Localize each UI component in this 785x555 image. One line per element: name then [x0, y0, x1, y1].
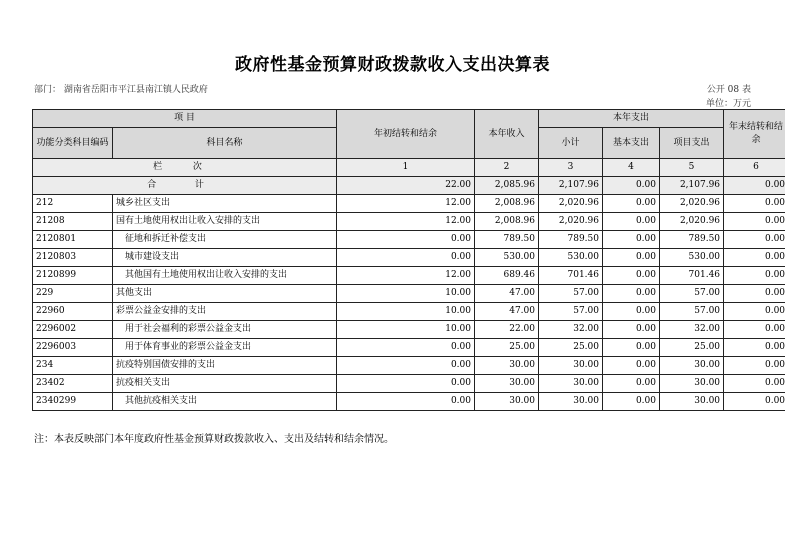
department-label: 部门： 湖南省岳阳市平江县南江镇人民政府 [34, 85, 208, 95]
header-func-code: 功能分类科目编码 [33, 128, 113, 159]
row-value: 2,020.96 [660, 195, 724, 213]
table-row [33, 393, 785, 411]
header-row-1 [33, 110, 785, 128]
row-value: 57.00 [539, 303, 603, 321]
row-value: 0.00 [724, 375, 785, 393]
total-value: 0.00 [603, 177, 660, 195]
row-value: 789.50 [660, 231, 724, 249]
row-name: 彩票公益金安排的支出 [113, 303, 337, 321]
row-value: 30.00 [660, 393, 724, 411]
row-value: 0.00 [724, 195, 785, 213]
header-item: 项 目 [33, 110, 337, 128]
row-value: 0.00 [724, 213, 785, 231]
budget-table [32, 109, 785, 411]
row-value: 47.00 [475, 285, 539, 303]
column-row-label: 栏 次 [33, 159, 337, 177]
row-name: 用于体育事业的彩票公益金支出 [113, 339, 337, 357]
row-name: 城市建设支出 [113, 249, 337, 267]
row-value: 25.00 [539, 339, 603, 357]
row-code: 2120803 [33, 249, 113, 267]
row-value: 0.00 [337, 393, 475, 411]
row-value: 0.00 [603, 285, 660, 303]
row-value: 10.00 [337, 303, 475, 321]
column-num: 5 [660, 159, 724, 177]
row-value: 0.00 [603, 267, 660, 285]
row-value: 30.00 [475, 357, 539, 375]
row-code: 212 [33, 195, 113, 213]
row-value: 0.00 [603, 195, 660, 213]
row-value: 10.00 [337, 321, 475, 339]
row-code: 234 [33, 357, 113, 375]
row-value: 2,020.96 [539, 213, 603, 231]
header-expenditure: 本年支出 [539, 110, 724, 128]
row-value: 0.00 [337, 375, 475, 393]
row-value: 530.00 [539, 249, 603, 267]
row-code: 2120801 [33, 231, 113, 249]
table-row [33, 375, 785, 393]
row-value: 0.00 [724, 267, 785, 285]
row-value: 57.00 [660, 285, 724, 303]
total-label: 合 计 [33, 177, 337, 195]
row-value: 10.00 [337, 285, 475, 303]
row-value: 0.00 [337, 339, 475, 357]
row-value: 701.46 [539, 267, 603, 285]
row-value: 701.46 [660, 267, 724, 285]
row-value: 2,020.96 [660, 213, 724, 231]
column-number-row [33, 159, 785, 177]
row-name: 国有土地使用权出让收入安排的支出 [113, 213, 337, 231]
row-name: 其他抗疫相关支出 [113, 393, 337, 411]
row-value: 30.00 [539, 393, 603, 411]
row-code: 22960 [33, 303, 113, 321]
row-value: 57.00 [660, 303, 724, 321]
page-title: 政府性基金预算财政拨款收入支出决算表 [235, 55, 550, 75]
row-value: 25.00 [475, 339, 539, 357]
footnote: 注：本表反映部门本年度政府性基金预算财政拨款收入、支出及结转和结余情况。 [34, 434, 394, 445]
row-value: 0.00 [724, 357, 785, 375]
row-value: 689.46 [475, 267, 539, 285]
total-row [33, 177, 785, 195]
row-value: 0.00 [724, 321, 785, 339]
row-value: 2,008.96 [475, 195, 539, 213]
column-num: 2 [475, 159, 539, 177]
column-num: 3 [539, 159, 603, 177]
row-value: 789.50 [475, 231, 539, 249]
row-value: 0.00 [337, 357, 475, 375]
row-code: 23402 [33, 375, 113, 393]
row-value: 30.00 [539, 375, 603, 393]
table-row [33, 231, 785, 249]
row-value: 530.00 [475, 249, 539, 267]
row-value: 0.00 [337, 231, 475, 249]
table-row [33, 267, 785, 285]
row-name: 城乡社区支出 [113, 195, 337, 213]
row-code: 2340299 [33, 393, 113, 411]
row-value: 22.00 [475, 321, 539, 339]
row-value: 32.00 [539, 321, 603, 339]
row-value: 12.00 [337, 267, 475, 285]
row-value: 0.00 [724, 303, 785, 321]
total-value: 2,107.96 [539, 177, 603, 195]
row-value: 0.00 [603, 303, 660, 321]
table-row [33, 213, 785, 231]
table-row [33, 249, 785, 267]
row-value: 0.00 [603, 375, 660, 393]
row-value: 0.00 [724, 231, 785, 249]
row-value: 789.50 [539, 231, 603, 249]
row-value: 0.00 [603, 321, 660, 339]
row-value: 0.00 [603, 213, 660, 231]
header-project: 项目支出 [660, 128, 724, 159]
row-value: 0.00 [337, 249, 475, 267]
row-value: 2,020.96 [539, 195, 603, 213]
row-value: 0.00 [724, 339, 785, 357]
row-value: 30.00 [660, 357, 724, 375]
row-value: 12.00 [337, 195, 475, 213]
form-code: 公开 08 表 [706, 85, 751, 95]
row-value: 0.00 [603, 339, 660, 357]
table-row [33, 285, 785, 303]
total-value: 2,107.96 [660, 177, 724, 195]
row-name: 抗疫特别国债安排的支出 [113, 357, 337, 375]
row-value: 0.00 [603, 357, 660, 375]
table-row [33, 321, 785, 339]
header-subtotal: 小计 [539, 128, 603, 159]
unit-label: 单位：万元 [705, 99, 751, 109]
row-value: 30.00 [475, 393, 539, 411]
header-basic: 基本支出 [603, 128, 660, 159]
table-row [33, 195, 785, 213]
row-value: 0.00 [724, 285, 785, 303]
row-value: 12.00 [337, 213, 475, 231]
table-row [33, 357, 785, 375]
row-code: 21208 [33, 213, 113, 231]
header-closing-balance: 年末结转和结余 [724, 110, 785, 159]
row-name: 征地和拆迁补偿支出 [113, 231, 337, 249]
row-value: 57.00 [539, 285, 603, 303]
row-value: 30.00 [475, 375, 539, 393]
row-value: 0.00 [724, 249, 785, 267]
table-row [33, 303, 785, 321]
row-code: 2296003 [33, 339, 113, 357]
table-row [33, 339, 785, 357]
row-value: 0.00 [724, 393, 785, 411]
row-value: 0.00 [603, 249, 660, 267]
total-value: 0.00 [724, 177, 785, 195]
total-value: 22.00 [337, 177, 475, 195]
row-value: 32.00 [660, 321, 724, 339]
row-value: 47.00 [475, 303, 539, 321]
header-subject-name: 科目名称 [113, 128, 337, 159]
row-value: 25.00 [660, 339, 724, 357]
row-code: 2120899 [33, 267, 113, 285]
row-code: 2296002 [33, 321, 113, 339]
column-num: 6 [724, 159, 785, 177]
row-name: 抗疫相关支出 [113, 375, 337, 393]
row-value: 0.00 [603, 231, 660, 249]
row-code: 229 [33, 285, 113, 303]
row-value: 0.00 [603, 393, 660, 411]
row-value: 2,008.96 [475, 213, 539, 231]
row-name: 其他支出 [113, 285, 337, 303]
row-value: 30.00 [660, 375, 724, 393]
row-value: 30.00 [539, 357, 603, 375]
column-num: 4 [603, 159, 660, 177]
header-opening-balance: 年初结转和结余 [337, 110, 475, 159]
header-income: 本年收入 [475, 110, 539, 159]
row-value: 530.00 [660, 249, 724, 267]
row-name: 用于社会福利的彩票公益金支出 [113, 321, 337, 339]
column-num: 1 [337, 159, 475, 177]
row-name: 其他国有土地使用权出让收入安排的支出 [113, 267, 337, 285]
total-value: 2,085.96 [475, 177, 539, 195]
